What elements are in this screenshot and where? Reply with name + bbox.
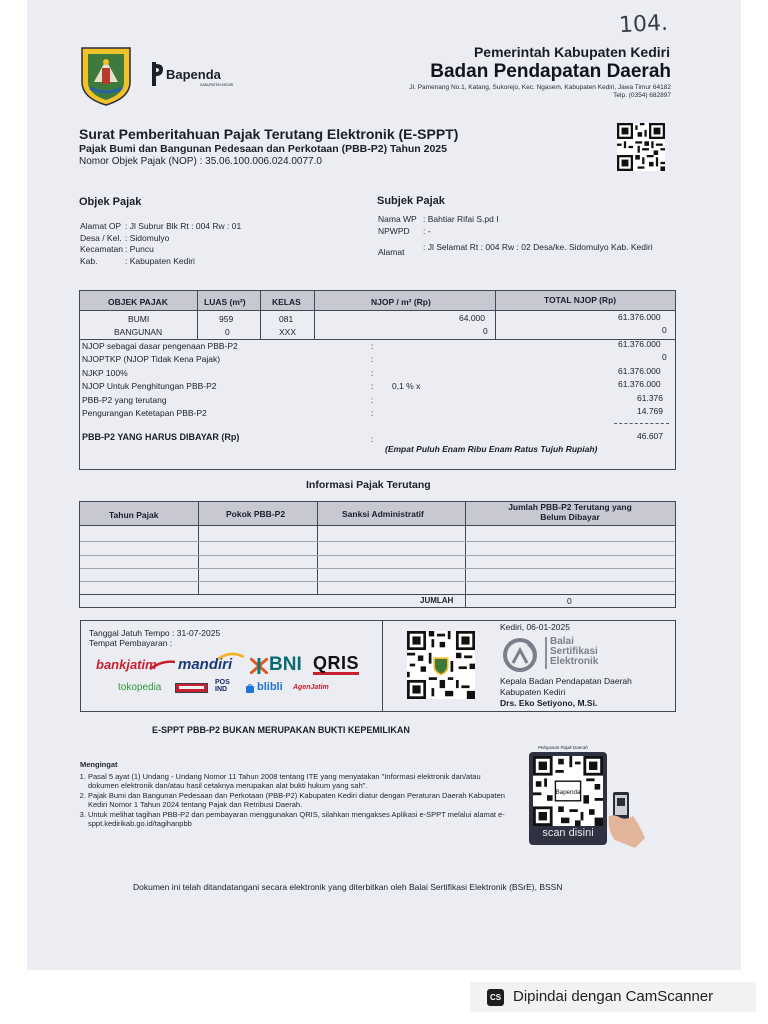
subjek-value: : Jl Selamat Rt : 004 Rw : 02 Desa/ke. Sidomulyo Kab. Kediri [423, 242, 653, 252]
regency-crest-icon [80, 42, 132, 106]
nop-number: Nomor Objek Pajak (NOP) : 35.06.100.006.024.0077.0 [79, 156, 322, 167]
mandiri-logo: mandiri [178, 656, 233, 673]
mandiri-wave-icon [218, 652, 244, 660]
njop-header-total: TOTAL NJOP (Rp) [544, 295, 617, 305]
tokopedia-logo: tokopedia [118, 682, 162, 693]
njop-col-divider [197, 291, 198, 339]
bapenda-mark-icon [150, 62, 164, 86]
objek-value: : Sidomulyo [125, 232, 170, 243]
njop-cell: 0 [483, 326, 488, 336]
tagihan-qr-code [533, 756, 603, 826]
camscanner-icon: CS [487, 989, 504, 1006]
njop-cell: BANGUNAN [114, 327, 163, 337]
due-date: Tanggal Jatuh Tempo : 31-07-2025 [89, 628, 221, 638]
calc-colon: : [371, 368, 374, 378]
njop-col-divider [314, 291, 315, 339]
objek-row [80, 256, 241, 268]
objek-key: Kecamatan [80, 244, 123, 254]
info-total-rule [80, 594, 675, 595]
subjek-row [378, 242, 658, 259]
header-phone: Telp. (0354) 682897 [613, 92, 671, 99]
sign-regency: Kabupaten Kediri [500, 687, 566, 697]
subjek-row [378, 214, 658, 226]
store-logo [175, 683, 208, 693]
scan-caption: Pelayanan Pajak Daerah [538, 745, 588, 750]
njop-col-divider [495, 291, 496, 339]
njop-table [79, 290, 676, 470]
bankjatim-swoosh-icon [150, 660, 175, 670]
calc-value: 61.376.000 [618, 339, 661, 349]
total-colon: : [371, 434, 374, 444]
signature-qr-code [407, 631, 475, 699]
hand-phone-icon [605, 790, 645, 848]
info-header-pokok: Pokok PBB-P2 [226, 509, 286, 519]
calc-label: NJOP Untuk Penghitungan PBB-P2 [82, 381, 217, 391]
objek-pajak-details [80, 221, 241, 267]
blibli-bag-icon [245, 683, 255, 693]
info-jumlah-label: JUMLAH [420, 596, 454, 605]
footer-statement: Dokumen ini telah ditandatangani secara elektronik yang diterbitkan oleh Balai Sertifikasi Elektronik (BSrE), BSSN [133, 882, 563, 892]
camscanner-text: Dipindai dengan CamScanner [513, 988, 714, 1005]
total-value: 46.607 [637, 431, 663, 441]
calc-label: Pengurangan Ketetapan PBB-P2 [82, 408, 207, 418]
bapenda-subtitle: KABUPATEN KEDIRI [200, 83, 234, 87]
note-item: 1. Pasal 5 ayat (1) Undang - Undang Nomor 11 Tahun 2008 tentang ITE yang menyatakan "Informasi elektronik dan/atau dokumen elektronik dan/atau hasil cetaknya merupakan alat bukti hukum yang sah". [88, 772, 510, 791]
pos-indonesia-logo: POS IND [215, 679, 230, 693]
bsre-line-3: Elektronik [550, 656, 599, 667]
document-subtitle: Pajak Bumi dan Bangunan Pedesaan dan Perkotaan (PBB-P2) Tahun 2025 [79, 143, 447, 155]
info-header-rule [80, 525, 675, 526]
objek-value: : Kabupaten Kediri [125, 255, 195, 266]
info-heading: Informasi Pajak Terutang [306, 479, 431, 491]
calc-label: NJKP 100% [82, 368, 128, 378]
njop-cell: 0 [225, 327, 230, 337]
calc-colon: : [371, 381, 374, 391]
objek-key: Alamat OP [80, 221, 122, 231]
objek-key: Desa / Kel. [80, 232, 122, 243]
subjek-value: : Bahtiar Rifai S.pd I [423, 214, 499, 224]
bapenda-wordmark: Bapenda [166, 67, 221, 82]
calc-value: 0 [662, 352, 667, 362]
header-government: Pemerintah Kabupaten Kediri [473, 44, 670, 60]
document-qr-code [617, 123, 665, 171]
calc-value: 61.376.000 [618, 366, 661, 376]
objek-value: : Puncu [125, 244, 154, 254]
agenjatim-logo: AgenJatim [293, 684, 329, 691]
header-agency: Badan Pendapatan Daerah [430, 61, 671, 82]
notes-list [80, 772, 510, 829]
bni-logo: BNI [269, 654, 302, 675]
sign-position: Kepala Badan Pendapatan Daerah [500, 676, 632, 686]
njop-header-luas: LUAS (m²) [204, 297, 246, 307]
njop-body-rule [80, 339, 675, 340]
objek-row [80, 244, 241, 256]
info-header-jumlah: Jumlah PBB-P2 Terutang yang Belum Dibayar [508, 502, 632, 522]
subtotal-rule [614, 423, 669, 424]
calc-colon: : [371, 341, 374, 351]
sign-place-date: Kediri, 06-01-2025 [500, 622, 570, 632]
notes-heading: Mengingat [80, 760, 118, 769]
njop-cell: 0 [662, 325, 667, 335]
scan-label: scan disini [542, 827, 594, 839]
sign-name: Drs. Eko Setiyono, M.Si. [500, 698, 598, 708]
bsre-divider [545, 637, 547, 669]
info-header-sanksi: Sanksi Administratif [342, 509, 424, 519]
njop-cell: 081 [279, 314, 294, 324]
store-logo-mark [179, 686, 204, 689]
objek-row [80, 233, 241, 245]
info-row-rule [80, 555, 675, 556]
njop-header-rule [80, 310, 675, 311]
info-row-rule [80, 541, 675, 542]
objek-key: Kab. [80, 255, 98, 266]
subjek-value: : - [423, 225, 431, 236]
total-label: PBB-P2 YANG HARUS DIBAYAR (Rp) [82, 432, 240, 442]
payment-place-label: Tempat Pembayaran : [89, 638, 173, 648]
subjek-key: NPWPD [378, 225, 410, 236]
calc-value: 61.376 [637, 393, 663, 403]
note-item: 2. Pajak Bumi dan Bangunan Pedesaan dan Perkotaan (PBB-P2) Kabupaten Kediri diatur dengan Peraturan Daerah Kabupaten Kediri Nomor 1 Tahun 2024 tentang Pajak dan Retribusi Daerah. [88, 791, 510, 810]
note-item: 3. Untuk melihat tagihan PBB-P2 dan pembayaran menggunakan QRIS, silahkan mengakses Aplikasi e-SPPT melalui alamat e-sppt.kedirikab.go.id/tagihanpbb [88, 810, 510, 829]
calc-label: NJOPTKP (NJOP Tidak Kena Pajak) [82, 354, 221, 364]
document-title: Surat Pemberitahuan Pajak Terutang Elektronik (E-SPPT) [79, 126, 459, 142]
bni-mark-icon [250, 658, 268, 674]
njop-cell: 64.000 [459, 313, 485, 323]
bsre-line-2: Sertifikasi [550, 646, 598, 657]
subjek-row [378, 226, 658, 238]
bsre-line-1: Balai [550, 636, 574, 647]
calc-label: PBB-P2 yang terutang [82, 395, 167, 405]
njop-header-kelas: KELAS [272, 297, 301, 307]
svg-text:Bapenda: Bapenda [555, 788, 581, 796]
objek-row [80, 221, 241, 233]
qris-logo: QRIS [313, 653, 360, 673]
objek-pajak-heading: Objek Pajak [79, 196, 142, 208]
calc-colon: : [371, 395, 374, 405]
header-address-line: Jl. Pamenang No.1, Katang, Sukorejo, Kec. Ngasem, Kabupaten Kediri, Jawa Timur 64182 [409, 84, 671, 91]
bsre-logo-icon [501, 636, 541, 674]
bapenda-logo [150, 60, 234, 90]
subjek-key: Nama WP [378, 214, 417, 224]
camscanner-badge [470, 982, 756, 1012]
njop-cell: XXX [279, 327, 297, 337]
calc-colon: : [371, 408, 374, 418]
info-jumlah-value: 0 [567, 596, 572, 606]
calc-value: 61.376.000 [618, 379, 661, 389]
blibli-logo: blibli [257, 681, 283, 693]
njop-cell: 959 [219, 314, 234, 324]
legal-notes [80, 760, 510, 829]
handwritten-annotation: 104. [618, 10, 669, 39]
bankjatim-logo: bankjatim [96, 657, 157, 672]
calc-label: NJOP sebagai dasar pengenaan PBB-P2 [82, 341, 238, 351]
ownership-disclaimer: E-SPPT PBB-P2 BUKAN MERUPAKAN BUKTI KEPEMILIKAN [152, 725, 410, 735]
subjek-pajak-heading: Subjek Pajak [377, 195, 445, 207]
calc-tariff: 0,1 % x [392, 381, 421, 391]
njop-cell: BUMI [128, 314, 150, 324]
subjek-pajak-details [378, 214, 658, 259]
njop-cell: 61.376.000 [618, 312, 661, 322]
njop-col-divider [260, 291, 261, 339]
njop-header-objek: OBJEK PAJAK [108, 297, 168, 307]
info-row-rule [80, 581, 675, 582]
payment-box-divider [382, 621, 383, 711]
header-address [341, 84, 671, 100]
total-in-words: (Empat Puluh Enam Ribu Enam Ratus Tujuh Rupiah) [385, 444, 598, 454]
njop-header-njop: NJOP / m² (Rp) [371, 297, 431, 307]
calc-colon: : [371, 354, 374, 364]
calc-value: 14.769 [637, 406, 663, 416]
subjek-key: Alamat [378, 247, 405, 257]
info-header-tahun: Tahun Pajak [109, 510, 159, 520]
objek-value: : Jl Subrur Blk Rt : 004 Rw : 01 [125, 221, 242, 231]
info-row-rule [80, 568, 675, 569]
